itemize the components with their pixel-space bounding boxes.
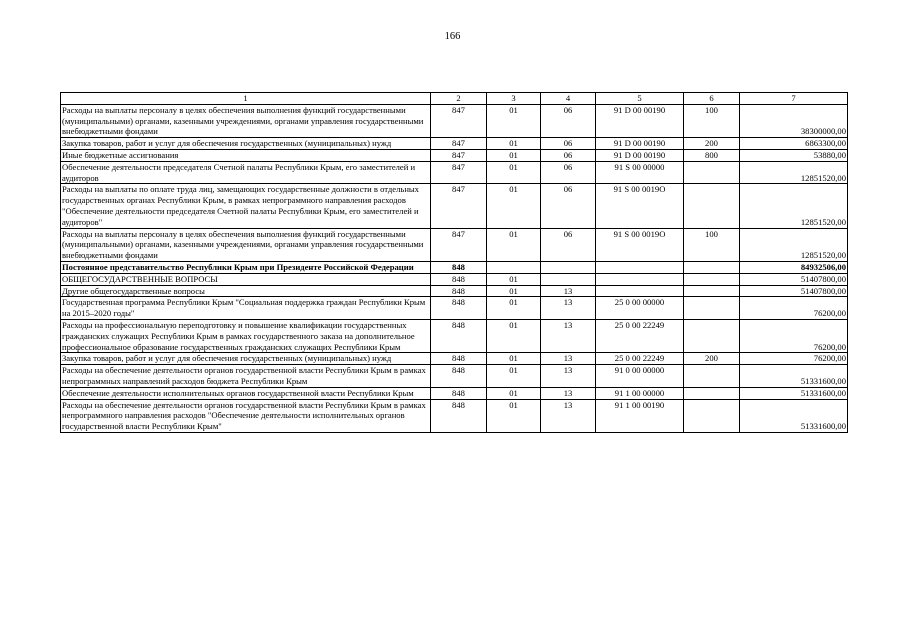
row-name-cell: Расходы на обеспечение деятельности органов государственной власти Республики Крым в рамках непрограммных направлений расходов бюджета Республики Крым xyxy=(61,365,431,388)
row-subsection-cell: 06 xyxy=(541,104,596,137)
table-row xyxy=(61,104,848,137)
row-name-cell: Расходы на обеспечение деятельности органов государственной власти Республики Крым в рамках непрограммного направления расходов "Обеспечение деятельности исполнительных органов государственной власти Республики Крым" xyxy=(61,399,431,432)
row-amount-cell: 51407800,00 xyxy=(740,285,848,297)
row-subsection-cell: 13 xyxy=(541,297,596,320)
row-ministry-code-cell: 848 xyxy=(431,365,487,388)
row-subsection-cell: 13 xyxy=(541,365,596,388)
row-expense-type-cell xyxy=(684,184,740,228)
row-ministry-code-cell: 847 xyxy=(431,228,487,261)
row-target-article-cell: 91 0 00 00000 xyxy=(596,365,684,388)
table-row xyxy=(61,365,848,388)
table-row xyxy=(61,399,848,432)
row-name-cell: Расходы на выплаты персоналу в целях обеспечения выполнения функций государственными (муниципальными) органами, казенными учреждениями, органами управления государственными внебюджетными фондами xyxy=(61,228,431,261)
header-col-4: 4 xyxy=(541,93,596,105)
header-col-7: 7 xyxy=(740,93,848,105)
row-ministry-code-cell: 847 xyxy=(431,149,487,161)
row-target-article-cell: 91 D 00 00190 xyxy=(596,138,684,150)
row-target-article-cell: 91 1 00 00000 xyxy=(596,387,684,399)
row-subsection-cell: 13 xyxy=(541,399,596,432)
row-ministry-code-cell: 847 xyxy=(431,161,487,184)
row-expense-type-cell xyxy=(684,261,740,273)
row-target-article-cell: 25 0 00 22249 xyxy=(596,319,684,352)
row-section-cell: 01 xyxy=(487,184,541,228)
row-subsection-cell xyxy=(541,273,596,285)
row-amount-cell: 51331600,00 xyxy=(740,387,848,399)
row-section-cell: 01 xyxy=(487,104,541,137)
row-name-cell: Постоянное представительство Республики Крым при Президенте Российской Федерации xyxy=(61,261,431,273)
row-section-cell: 01 xyxy=(487,228,541,261)
table-row xyxy=(61,285,848,297)
header-row xyxy=(61,93,848,105)
row-section-cell xyxy=(487,261,541,273)
row-section-cell: 01 xyxy=(487,273,541,285)
row-ministry-code-cell: 847 xyxy=(431,184,487,228)
row-amount-cell: 6863300,00 xyxy=(740,138,848,150)
row-name-cell: Обеспечение деятельности председателя Счетной палаты Республики Крым, его заместителей и аудиторов xyxy=(61,161,431,184)
row-expense-type-cell: 100 xyxy=(684,228,740,261)
row-expense-type-cell: 800 xyxy=(684,149,740,161)
row-amount-cell: 12851520,00 xyxy=(740,161,848,184)
row-section-cell: 01 xyxy=(487,353,541,365)
table-row xyxy=(61,149,848,161)
row-amount-cell: 76200,00 xyxy=(740,353,848,365)
header-col-1: 1 xyxy=(61,93,431,105)
row-target-article-cell xyxy=(596,273,684,285)
row-subsection-cell: 13 xyxy=(541,285,596,297)
table-row xyxy=(61,161,848,184)
row-target-article-cell: 25 0 00 22249 xyxy=(596,353,684,365)
row-target-article-cell: 91 S 00 0019O xyxy=(596,228,684,261)
table-row xyxy=(61,319,848,352)
row-amount-cell: 51407800,00 xyxy=(740,273,848,285)
row-ministry-code-cell: 848 xyxy=(431,285,487,297)
row-name-cell: Государственная программа Республики Крым "Социальная поддержка граждан Республики Крым на 2015–2020 годы" xyxy=(61,297,431,320)
row-name-cell: Обеспечение деятельности исполнительных органов государственной власти Республики Крым xyxy=(61,387,431,399)
row-amount-cell: 38300000,00 xyxy=(740,104,848,137)
row-name-cell: Закупка товаров, работ и услуг для обеспечения государственных (муниципальных) нужд xyxy=(61,138,431,150)
row-subsection-cell: 13 xyxy=(541,353,596,365)
row-expense-type-cell xyxy=(684,319,740,352)
row-section-cell: 01 xyxy=(487,149,541,161)
row-amount-cell: 53880,00 xyxy=(740,149,848,161)
row-section-cell: 01 xyxy=(487,387,541,399)
row-name-cell: Расходы на выплаты персоналу в целях обеспечения выполнения функций государственными (муниципальными) органами, казенными учреждениями, органами управления государственными внебюджетными фондами xyxy=(61,104,431,137)
row-subsection-cell: 06 xyxy=(541,184,596,228)
row-amount-cell: 51331600,00 xyxy=(740,365,848,388)
row-expense-type-cell xyxy=(684,399,740,432)
row-subsection-cell: 13 xyxy=(541,319,596,352)
header-col-3: 3 xyxy=(487,93,541,105)
row-section-cell: 01 xyxy=(487,138,541,150)
budget-table xyxy=(60,92,848,433)
row-ministry-code-cell: 848 xyxy=(431,261,487,273)
table-row xyxy=(61,184,848,228)
row-name-cell: Расходы на профессиональную переподготовку и повышение квалификации государственных гражданских служащих Республики Крым в рамках государственного заказа на дополнительное профессиональное образование государственных гражданских служащих Республики Крым xyxy=(61,319,431,352)
row-ministry-code-cell: 848 xyxy=(431,353,487,365)
row-subsection-cell xyxy=(541,261,596,273)
row-ministry-code-cell: 848 xyxy=(431,297,487,320)
row-expense-type-cell: 200 xyxy=(684,138,740,150)
row-name-cell: ОБЩЕГОСУДАРСТВЕННЫЕ ВОПРОСЫ xyxy=(61,273,431,285)
row-section-cell: 01 xyxy=(487,319,541,352)
row-expense-type-cell xyxy=(684,297,740,320)
row-name-cell: Другие общегосударственные вопросы xyxy=(61,285,431,297)
row-ministry-code-cell: 848 xyxy=(431,399,487,432)
row-expense-type-cell xyxy=(684,387,740,399)
table-row xyxy=(61,387,848,399)
row-amount-cell: 12851520,00 xyxy=(740,228,848,261)
row-ministry-code-cell: 848 xyxy=(431,319,487,352)
row-amount-cell: 76200,00 xyxy=(740,319,848,352)
row-name-cell: Иные бюджетные ассигнования xyxy=(61,149,431,161)
row-target-article-cell: 91 D 00 00190 xyxy=(596,104,684,137)
row-expense-type-cell: 200 xyxy=(684,353,740,365)
row-ministry-code-cell: 847 xyxy=(431,138,487,150)
row-subsection-cell: 06 xyxy=(541,149,596,161)
row-target-article-cell: 25 0 00 00000 xyxy=(596,297,684,320)
row-expense-type-cell xyxy=(684,161,740,184)
row-target-article-cell: 91 D 00 00190 xyxy=(596,149,684,161)
row-name-cell: Закупка товаров, работ и услуг для обеспечения государственных (муниципальных) нужд xyxy=(61,353,431,365)
row-target-article-cell xyxy=(596,285,684,297)
row-amount-cell: 51331600,00 xyxy=(740,399,848,432)
table-row xyxy=(61,297,848,320)
row-ministry-code-cell: 848 xyxy=(431,387,487,399)
header-col-2: 2 xyxy=(431,93,487,105)
row-expense-type-cell: 100 xyxy=(684,104,740,137)
table-row xyxy=(61,353,848,365)
row-section-cell: 01 xyxy=(487,297,541,320)
row-amount-cell: 76200,00 xyxy=(740,297,848,320)
header-col-6: 6 xyxy=(684,93,740,105)
row-subsection-cell: 06 xyxy=(541,161,596,184)
row-subsection-cell: 06 xyxy=(541,228,596,261)
row-name-cell: Расходы на выплаты по оплате труда лиц, замещающих государственные должности в отдельных государственных органах Республики Крым, в рамках непрограммного направления расходов "Обеспечение деятельности председателя Счетной палаты Республики Крым, его заместителей и аудиторов" xyxy=(61,184,431,228)
row-ministry-code-cell: 847 xyxy=(431,104,487,137)
row-ministry-code-cell: 848 xyxy=(431,273,487,285)
page-number: 166 xyxy=(444,31,461,42)
row-expense-type-cell xyxy=(684,285,740,297)
row-expense-type-cell xyxy=(684,365,740,388)
row-section-cell: 01 xyxy=(487,161,541,184)
table-row xyxy=(61,273,848,285)
row-target-article-cell: 91 S 00 00000 xyxy=(596,161,684,184)
header-col-5: 5 xyxy=(596,93,684,105)
row-subsection-cell: 13 xyxy=(541,387,596,399)
row-expense-type-cell xyxy=(684,273,740,285)
row-target-article-cell: 91 1 00 00190 xyxy=(596,399,684,432)
row-target-article-cell xyxy=(596,261,684,273)
row-section-cell: 01 xyxy=(487,285,541,297)
row-amount-cell: 12851520,00 xyxy=(740,184,848,228)
table-row xyxy=(61,228,848,261)
table-row xyxy=(61,261,848,273)
row-amount-cell: 84932506,00 xyxy=(740,261,848,273)
row-section-cell: 01 xyxy=(487,365,541,388)
row-section-cell: 01 xyxy=(487,399,541,432)
row-target-article-cell: 91 S 00 0019O xyxy=(596,184,684,228)
table-row xyxy=(61,138,848,150)
row-subsection-cell: 06 xyxy=(541,138,596,150)
